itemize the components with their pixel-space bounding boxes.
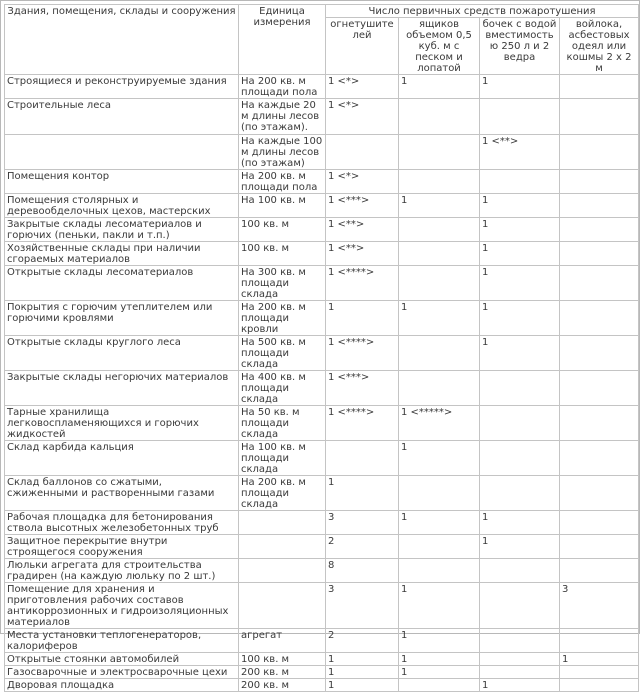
row-sand-boxes [399,170,480,194]
row-felt [560,406,639,441]
row-object: Места установки теплогенераторов, калориферов [5,629,239,653]
row-water-barrels: 1 [480,218,560,242]
row-unit: На 200 кв. м площади пола [239,75,326,99]
row-felt [560,75,639,99]
row-felt: 3 [560,583,639,629]
row-sand-boxes [399,559,480,583]
row-unit: 100 кв. м [239,218,326,242]
row-unit: агрегат [239,629,326,653]
row-unit: На 500 кв. м площади склада [239,336,326,371]
row-object: Строительные леса [5,99,239,135]
row-unit: 100 кв. м [239,242,326,266]
row-felt [560,266,639,301]
row-water-barrels [480,99,560,135]
row-object: Защитное перекрытие внутри строящегося сооружения [5,535,239,559]
row-object: Закрытые склады негорючих материалов [5,371,239,406]
row-unit: 200 кв. м [239,666,326,679]
row-extinguishers: 1 [326,476,399,511]
row-object: Люльки агрегата для строительства градирен (на каждую люльку по 2 шт.) [5,559,239,583]
row-object: Рабочая площадка для бетонирования ствола высотных железобетонных труб [5,511,239,535]
row-object: Хозяйственные склады при наличии сгораемых материалов [5,242,239,266]
row-sand-boxes: 1 [399,441,480,476]
row-object: Тарные хранилища легковоспламеняющихся и горючих жидкостей [5,406,239,441]
row-extinguishers: 1 <**> [326,218,399,242]
row-object: Помещения столярных и деревообделочных цехов, мастерских [5,194,239,218]
row-water-barrels [480,170,560,194]
row-extinguishers: 1 <****> [326,406,399,441]
row-felt [560,99,639,135]
row-unit: На 200 кв. м площади пола [239,170,326,194]
row-object: Склад карбида кальция [5,441,239,476]
row-sand-boxes [399,266,480,301]
row-sand-boxes [399,679,480,692]
row-sand-boxes: 1 [399,583,480,629]
row-unit: На 400 кв. м площади склада [239,371,326,406]
table-row [5,653,639,666]
row-felt [560,559,639,583]
row-sand-boxes: 1 [399,511,480,535]
row-felt [560,218,639,242]
row-extinguishers: 1 <*> [326,99,399,135]
row-water-barrels: 1 [480,266,560,301]
row-object: Дворовая площадка [5,679,239,692]
row-extinguishers: 2 [326,535,399,559]
row-unit: На 50 кв. м площади склада [239,406,326,441]
row-unit [239,511,326,535]
table-row [5,511,639,535]
row-water-barrels [480,371,560,406]
header-water-barrels: бочек с водой вместимостью 250 л и 2 ведра [480,18,560,75]
row-extinguishers: 1 [326,679,399,692]
table-row [5,559,639,583]
row-unit [239,583,326,629]
row-unit: На 300 кв. м площади склада [239,266,326,301]
header-row-top [5,5,639,18]
fire-equipment-norms-table [4,4,639,692]
table-row [5,406,639,441]
row-felt [560,535,639,559]
row-unit [239,559,326,583]
row-felt: 1 [560,653,639,666]
table-row [5,583,639,629]
row-extinguishers: 2 [326,629,399,653]
row-sand-boxes: 1 [399,629,480,653]
row-object: Открытые склады лесоматериалов [5,266,239,301]
row-extinguishers [326,441,399,476]
table-row [5,535,639,559]
row-felt [560,371,639,406]
row-sand-boxes [399,535,480,559]
row-extinguishers: 1 [326,666,399,679]
row-sand-boxes: 1 [399,194,480,218]
row-object: Газосварочные и электросварочные цехи [5,666,239,679]
row-felt [560,666,639,679]
row-object: Открытые склады круглого леса [5,336,239,371]
row-water-barrels [480,406,560,441]
table-row [5,218,639,242]
row-object: Закрытые склады лесоматериалов и горючих (пеньки, пакли и т.п.) [5,218,239,242]
row-water-barrels [480,559,560,583]
row-sand-boxes: 1 <*****> [399,406,480,441]
row-water-barrels [480,583,560,629]
row-object: Помещение для хранения и приготовления рабочих составов антикоррозионных и гидроизоляционных материалов [5,583,239,629]
row-water-barrels: 1 [480,75,560,99]
row-felt [560,336,639,371]
table-row [5,371,639,406]
row-object: Склад баллонов со сжатыми, сжиженными и растворенными газами [5,476,239,511]
table-row [5,301,639,336]
header-felt: войлока, асбестовых одеял или кошмы 2 x 2 м [560,18,639,75]
row-object: Покрытия с горючим утеплителем или горючими кровлями [5,301,239,336]
header-equipment-group: Число первичных средств пожаротушения [326,5,639,18]
row-felt [560,679,639,692]
header-sand-boxes: ящиков объемом 0,5 куб. м с песком и лопатой [399,18,480,75]
row-felt [560,242,639,266]
table-row [5,476,639,511]
row-water-barrels [480,666,560,679]
row-unit: На 200 кв. м площади склада [239,476,326,511]
table-row [5,266,639,301]
row-felt [560,301,639,336]
row-unit: На каждые 20 м длины лесов (по этажам). [239,99,326,135]
row-sand-boxes: 1 [399,75,480,99]
row-sand-boxes: 1 [399,653,480,666]
row-object: Строящиеся и реконструируемые здания [5,75,239,99]
row-extinguishers: 3 [326,583,399,629]
row-unit: На 100 кв. м площади склада [239,441,326,476]
table-row [5,99,639,135]
row-water-barrels: 1 [480,679,560,692]
row-water-barrels: 1 [480,336,560,371]
row-water-barrels [480,441,560,476]
row-unit: На 100 кв. м [239,194,326,218]
row-object: Помещения контор [5,170,239,194]
row-extinguishers: 1 <****> [326,336,399,371]
row-water-barrels: 1 [480,301,560,336]
row-extinguishers: 1 [326,653,399,666]
row-object [5,135,239,170]
row-extinguishers: 1 <***> [326,194,399,218]
row-water-barrels: 1 <**> [480,135,560,170]
table-row [5,666,639,679]
row-water-barrels: 1 [480,535,560,559]
row-extinguishers: 3 [326,511,399,535]
row-sand-boxes [399,99,480,135]
table-row [5,75,639,99]
row-water-barrels: 1 [480,511,560,535]
table-row [5,135,639,170]
table-row [5,629,639,653]
row-water-barrels [480,629,560,653]
table-row [5,679,639,692]
row-felt [560,441,639,476]
row-felt [560,135,639,170]
row-water-barrels [480,653,560,666]
row-unit [239,535,326,559]
row-felt [560,629,639,653]
row-water-barrels: 1 [480,194,560,218]
row-felt [560,476,639,511]
row-sand-boxes [399,336,480,371]
table-row [5,194,639,218]
row-extinguishers: 1 <****> [326,266,399,301]
row-felt [560,511,639,535]
row-extinguishers: 1 <***> [326,371,399,406]
row-unit: На 200 кв. м площади кровли [239,301,326,336]
row-sand-boxes [399,371,480,406]
row-extinguishers: 8 [326,559,399,583]
row-water-barrels [480,476,560,511]
header-unit: Единица измерения [239,5,326,75]
row-sand-boxes [399,218,480,242]
row-sand-boxes [399,135,480,170]
row-extinguishers: 1 [326,301,399,336]
row-unit: 200 кв. м [239,679,326,692]
row-water-barrels: 1 [480,242,560,266]
table-body [5,75,639,692]
row-unit: 100 кв. м [239,653,326,666]
row-object: Открытые стоянки автомобилей [5,653,239,666]
row-sand-boxes [399,476,480,511]
header-extinguishers: огнетушителей [326,18,399,75]
row-sand-boxes: 1 [399,666,480,679]
row-extinguishers [326,135,399,170]
row-felt [560,194,639,218]
row-extinguishers: 1 <*> [326,170,399,194]
table-row [5,336,639,371]
table-row [5,170,639,194]
row-felt [560,170,639,194]
row-unit: На каждые 100 м длины лесов (по этажам) [239,135,326,170]
row-extinguishers: 1 <**> [326,242,399,266]
header-object: Здания, помещения, склады и сооружения [5,5,239,75]
table-row [5,242,639,266]
table-row [5,441,639,476]
row-sand-boxes [399,242,480,266]
row-sand-boxes: 1 [399,301,480,336]
row-extinguishers: 1 <*> [326,75,399,99]
